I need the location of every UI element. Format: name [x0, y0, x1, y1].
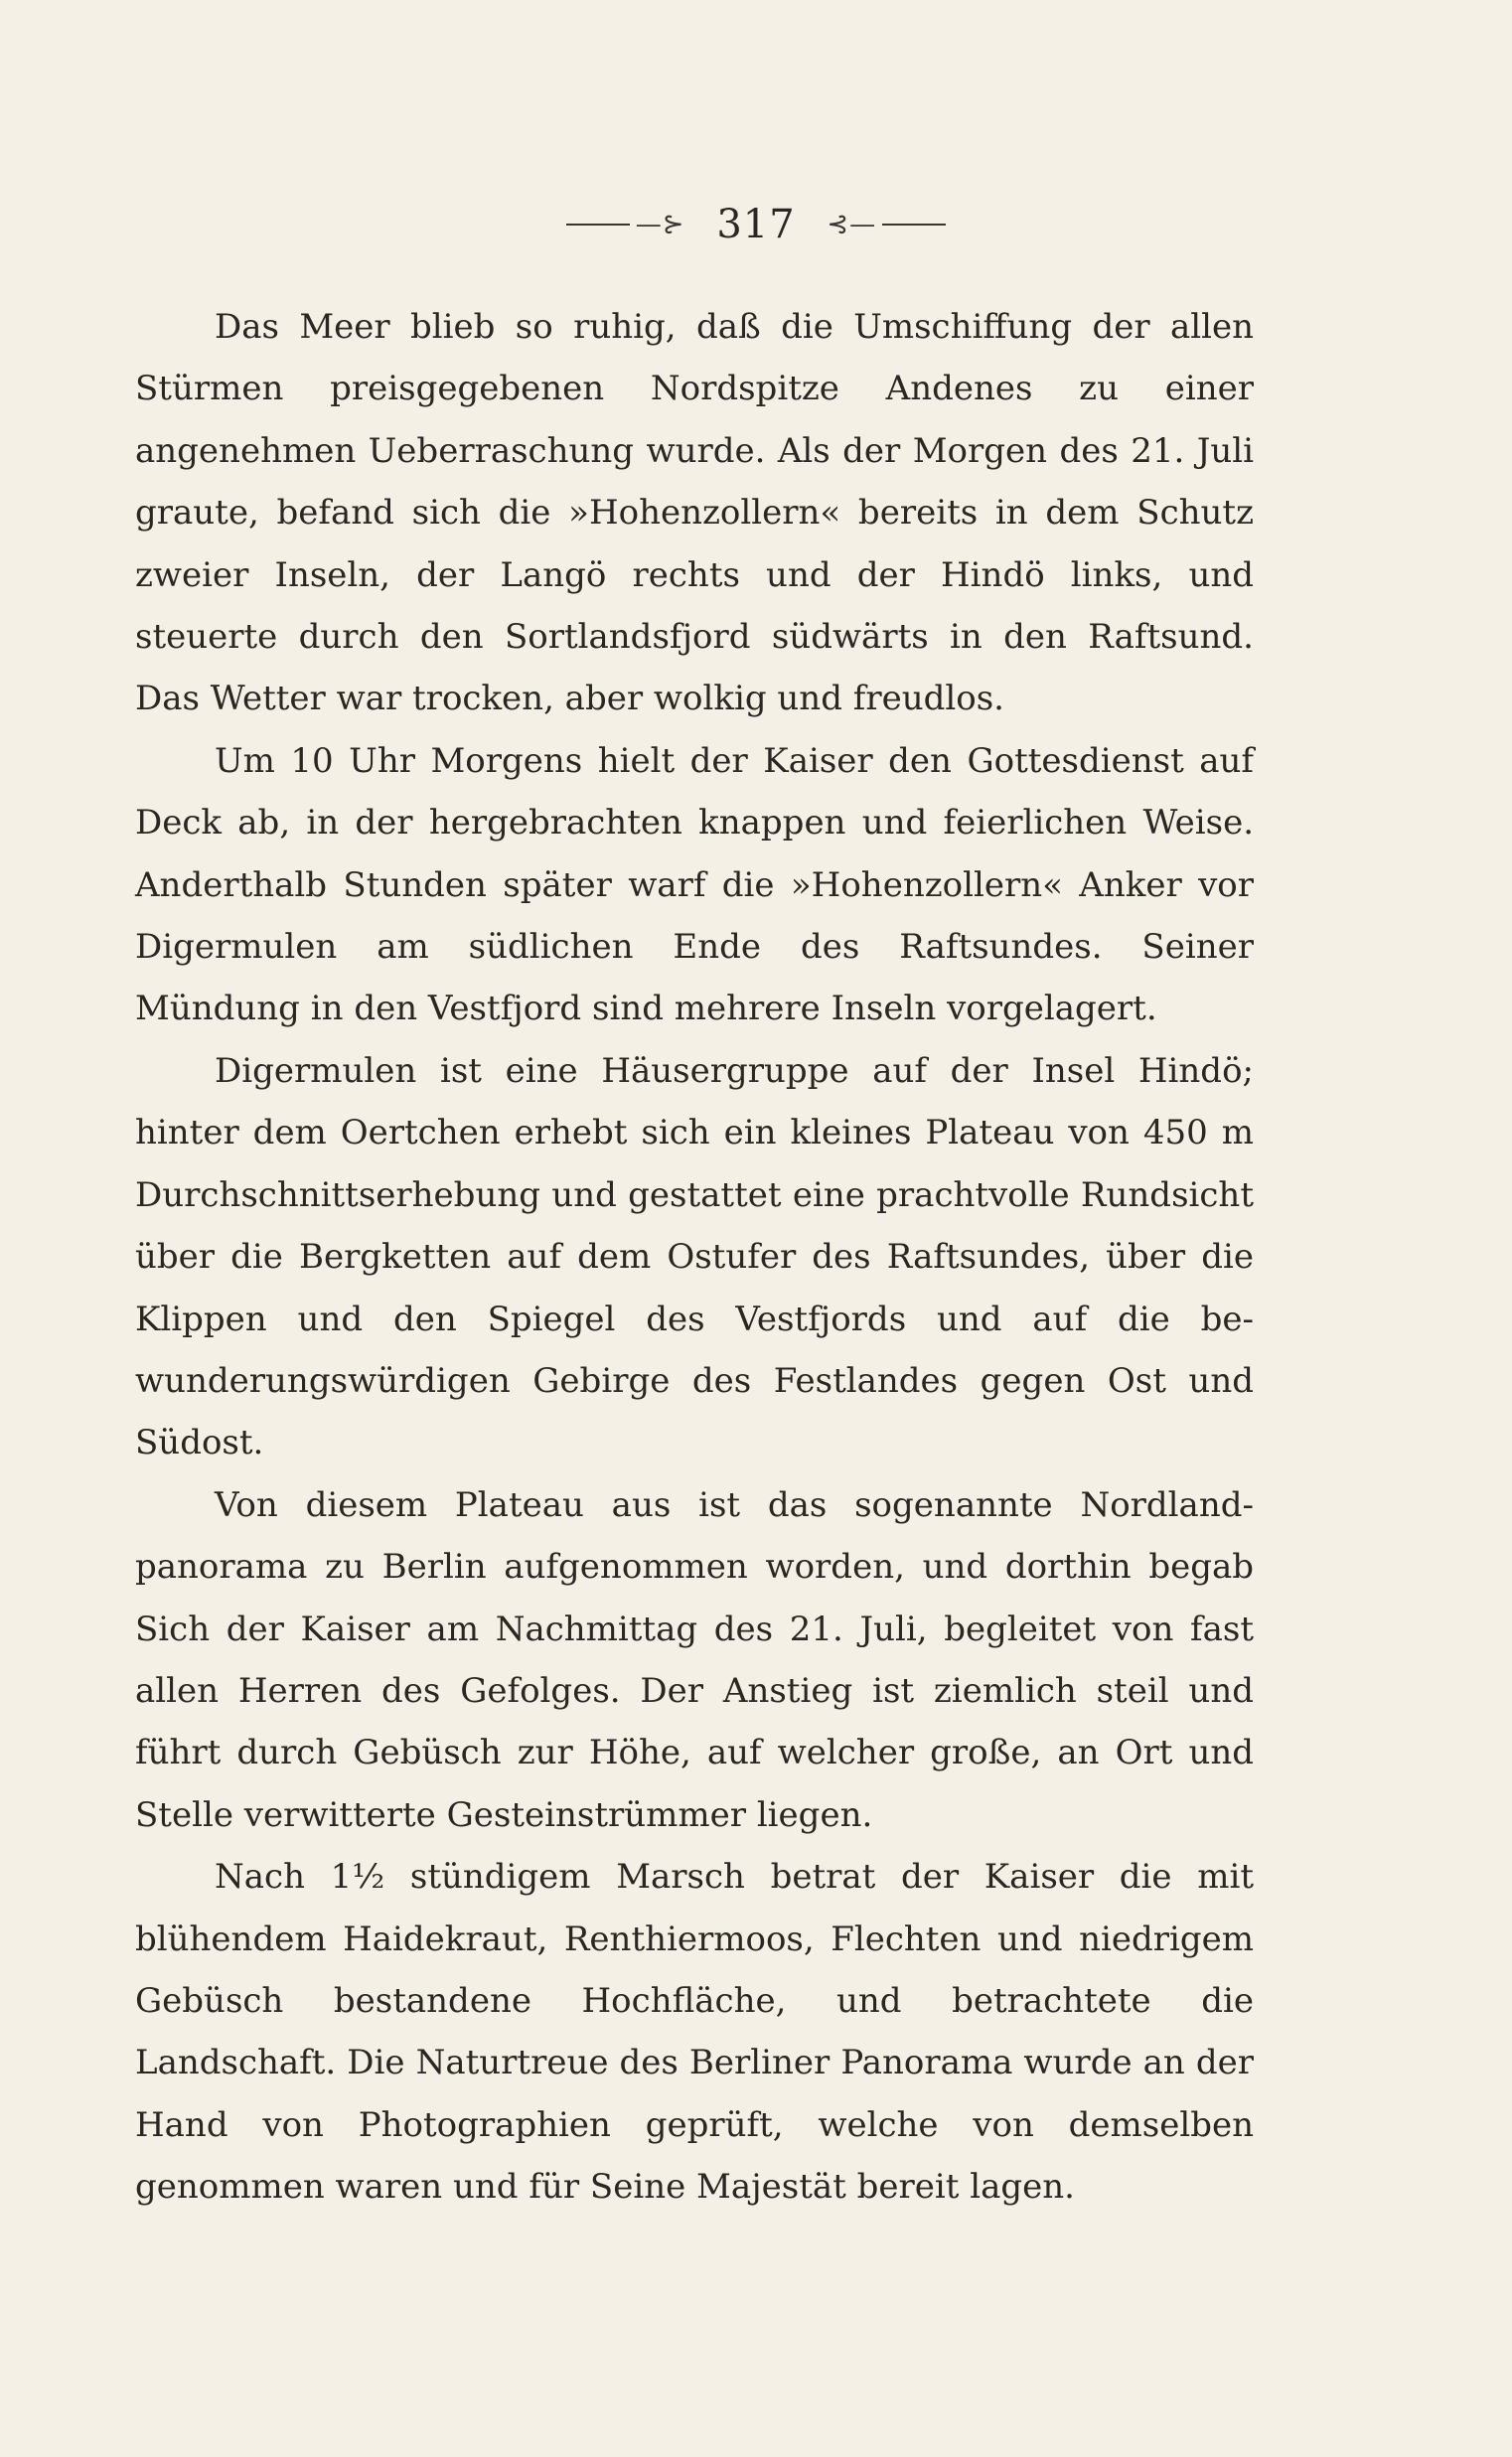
paragraph-1: Das Meer blieb so ruhig, daß die Umschiffung der allen Stürmen preisgegebenen Nordspitze Andenes zu einer angenehmen Ueberraschung wurde. Als der Morgen des 21. Juli graute, befand sich die »Hohenzollern« bereits in dem Schutz zweier Inseln, der Langö rechts und der Hindö links, und steuerte durch den Sortlandsfjord südwärts in den Raftsund. Das Wetter war trocken, aber wolkig und freudlos.: [135, 307, 1254, 719]
header-ornament-left: —⊱: [635, 210, 685, 239]
page-header: [0, 199, 1512, 247]
header-rule-left: [566, 224, 630, 226]
paragraph-5: Nach 1½ stündigem Marsch betrat der Kaiser die mit blühendem Haidekraut, Renthiermoos, Flechten und niedrigem Gebüsch bestandene Hochfläche, und betrachtete die Landschaft. Die Naturtreue des Berliner Panorama wurde an der Hand von Photographien geprüft, welche von demselben genommen waren und für Seine Majestät bereit lagen.: [135, 1857, 1254, 2208]
body-text: [135, 296, 1254, 2219]
paragraph-2: Um 10 Uhr Morgens hielt der Kaiser den Gottesdienst auf Deck ab, in der hergebrachten knappen und feierlichen Weise. Anderthalb Stunden später warf die »Hohenzollern« Anker vor Digermulen am südlichen Ende des Raftsundes. Seiner Mündung in den Vestfjord sind mehrere Inseln vorgelagert.: [135, 740, 1254, 1029]
paragraph-4: Von diesem Plateau aus ist das sogenannte Nordlandpanorama zu Berlin aufgenommen worden, und dorthin begab Sich der Kaiser am Nachmittag des 21. Juli, begleitet von fast allen Herren des Gefolges. Der Anstieg ist ziemlich steil und führt durch Gebüsch zur Höhe, auf welcher große, an Ort und Stelle verwitterte Gesteinstrümmer liegen.: [135, 1484, 1254, 1835]
header-ornament-right: ⊰—: [827, 210, 877, 239]
page-number: 317: [716, 202, 796, 247]
header-rule-right: [882, 224, 946, 226]
paragraph-3: Digermulen ist eine Häusergruppe auf der Insel Hindö; hinter dem Oertchen erhebt sich ein kleines Plateau von 450 m Durchschnittserhebung und gestattet eine prachtvolle Rundsicht über die Bergketten auf dem Ostufer des Raftsundes, über die Klippen und den Spiegel des Vestfjords und auf die bewunderungswürdigen Gebirge des Festlandes gegen Ost und Südost.: [135, 1050, 1254, 1463]
